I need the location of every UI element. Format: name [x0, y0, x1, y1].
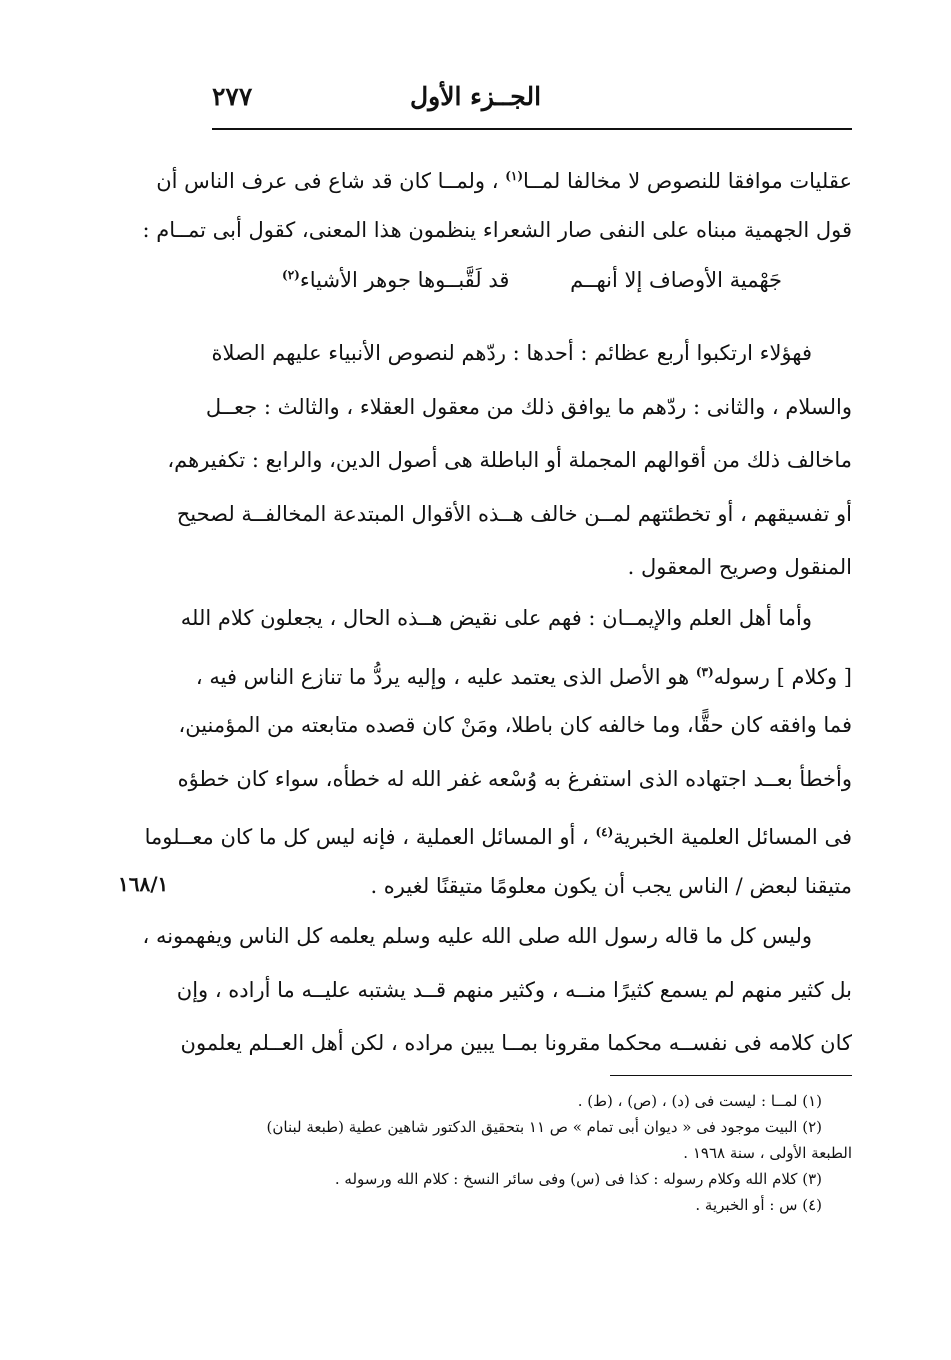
- footnote-3: (٣) كلام الله وكلام رسوله : كذا فى (س) وفى سائر النسخ : كلام الله ورسوله .: [334, 1170, 822, 1188]
- paragraph-line: [195, 646, 852, 700]
- verse-first-hemistich: جَهْمية الأوصاف إلا أنهــم: [570, 268, 782, 292]
- paragraph-line: [144, 806, 852, 860]
- footnote-marker-2: (٢): [282, 268, 300, 282]
- paragraph-3: [144, 592, 852, 913]
- margin-page-reference: ١٦٨/١: [118, 872, 169, 896]
- footnote-marker-1: (١): [505, 169, 524, 183]
- paragraph-line: كان كلامه فى نفســه محكما مقرونا بمــا يبين مراده ، لكن أهل العــلم يعلمون: [180, 1031, 852, 1055]
- page-number: ٢٧٧: [212, 82, 253, 111]
- footnotes-section: [180, 1088, 852, 1218]
- paragraph-line: [156, 150, 852, 204]
- paragraph-line: ماخالف ذلك من أقوالهم المجملة أو الباطلة هى أصول الدين، والرابع : تكفيرهم،: [167, 448, 852, 472]
- paragraph-line: وليس كل ما قاله رسول الله صلى الله عليه وسلم يعلمه كل الناس ويفهمونه ،: [142, 924, 812, 948]
- text-segment: فى المسائل العلمية الخبرية: [613, 825, 852, 849]
- header-divider: [212, 128, 852, 130]
- paragraph-line: قول الجهمية مبناه على النفى صار الشعراء ينظمون هذا المعنى، كقول أبى تمــام :: [142, 217, 852, 242]
- paragraph-1: [142, 150, 852, 257]
- paragraph-line: بل كثير منهم لم يسمع كثيرًا منــه ، وكثير منهم قــد يشتبه عليــه ما أراده ، وإن: [176, 977, 852, 1002]
- footnote-divider: [610, 1075, 852, 1076]
- footnote-1: (١) لمــا : ليست فى (د) ، (ص) ، (ط) .: [577, 1092, 822, 1110]
- paragraph-4: [142, 910, 852, 1071]
- running-header-title: الجــزء الأول: [409, 82, 542, 111]
- paragraph-line: والسلام ، والثانى : ردّهم ما يوافق ذلك من معقول العقلاء ، والثالث : جعــل: [205, 394, 852, 419]
- footnote-2-continued: الطبعة الأولى ، سنة ١٩٦٨ .: [683, 1144, 852, 1162]
- paragraph-line: فما وافقه كان حقًّا، وما خالفه كان باطلا، ومَنْ كان قصده متابعته من المؤمنين،: [178, 713, 852, 737]
- footnote-marker-3: (٣): [695, 664, 714, 679]
- paragraph-line: المنقول وصريح المعقول .: [627, 555, 852, 579]
- verse-second-hemistich-wrap: [282, 268, 509, 292]
- footnote-4: (٤) س : أو الخبرية .: [695, 1196, 822, 1214]
- text-segment: عقليات موافقا للنصوص لا مخالفا لمــا: [523, 169, 852, 193]
- paragraph-line: فهؤلاء ارتكبوا أربع عظائم : أحدها : ردّهم لنصوص الأنبياء عليهم الصلاة: [211, 341, 812, 365]
- paragraph-2: [167, 327, 852, 595]
- footnote-marker-4: (٤): [595, 825, 614, 839]
- footnote-2: (٢) البيت موجود فى « ديوان أبى تمام » ص ١١ بتحقيق الدكتور شاهين عطية (طبعة لبنان): [266, 1118, 822, 1136]
- paragraph-line: متيقنا لبعض / الناس يجب أن يكون معلومًا متيقنًا لغيره .: [370, 873, 852, 898]
- text-segment: ، أو المسائل العملية ، فإنه ليس كل ما كان معــلوما: [144, 825, 589, 849]
- paragraph-line: وأخطأ بعــد اجتهاده الذى استفرغ به وُسْعه غفر الله له خطأه، سواء كان خطؤه: [177, 766, 852, 791]
- verse-second-hemistich: قد لَقَّبــوها جوهر الأشياء: [299, 268, 510, 292]
- text-segment: [ وكلام ] رسوله: [713, 664, 852, 689]
- text-segment: ، ولمــا كان قد شاع فى عرف الناس أن: [156, 169, 499, 193]
- text-segment: هو الأصل الذى يعتمد عليه ، وإليه يردُّ ما تنازع الناس فيه ،: [195, 664, 690, 689]
- paragraph-line: أو تفسيقهم ، أو تخطئتهم لمــن خالف هــذه الأقوال المبتدعة المخالفــة لصحيح: [176, 501, 852, 526]
- paragraph-line: وأما أهل العلم والإيمــان : فهم على نقيض هــذه الحال ، يجعلون كلام الله: [180, 606, 812, 630]
- poetry-verse: [212, 268, 852, 308]
